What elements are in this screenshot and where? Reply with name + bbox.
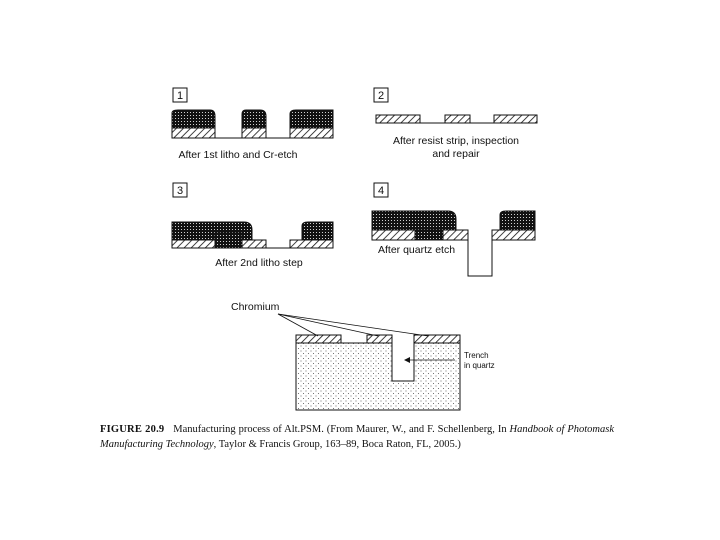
figure-label: FIGURE 20.9 [100,424,165,435]
panel-2-caption-line1: After resist strip, inspection [392,135,520,147]
panel-3-chrome-right [290,240,333,248]
panel-4-number: 4 [377,185,385,197]
panel-2-chrome-mid [445,115,470,123]
panel-1-number: 1 [176,90,184,102]
chrome-left [296,335,341,343]
panel-2-chrome-right [494,115,537,123]
panel-4-chrome-mid [443,230,468,240]
panel-4-chrome-right [492,230,535,240]
figure-caption [100,422,614,452]
panel-4-caption: After quartz etch [378,244,456,256]
panel-3-resist-gap [215,233,242,248]
quartz-substrate [296,343,460,410]
trench-label-line1: Trench [464,351,489,360]
final-cross-section [231,301,495,410]
chromium-label: Chromium [231,301,280,313]
trench-label-line2: in quartz [464,361,495,370]
trench-arrow-head [404,357,410,363]
panel-4-chrome-left [372,230,415,240]
caption-book-title: Handbook of Photomask Manufacturing Technology [100,424,615,450]
panel-4-resist-left [372,211,456,230]
panel-1-chrome-mid [242,128,266,138]
panel-2-chrome-left [376,115,420,123]
panel-3-caption: After 2nd litho step [215,257,303,269]
panel-3-number: 3 [176,185,184,197]
panel-1-resist-right [290,110,333,128]
chromium-leader-3 [278,314,428,336]
panel-4-resist-right [500,211,535,230]
panel-1-chrome-right [290,128,333,138]
chromium-leader-2 [278,314,378,336]
panel-3 [172,183,333,269]
chrome-right [414,335,460,343]
panel-2 [374,88,537,160]
panel-1-resist-mid [242,110,266,128]
panel-4 [372,183,535,276]
panel-2-number: 2 [377,90,385,102]
panel-1-resist-left [172,110,215,128]
chrome-mid [367,335,392,343]
caption-text-b: , Taylor & Francis Group, 163–89, Boca Raton, FL, 2005.) [213,439,461,450]
caption-text-a: Manufacturing process of Alt.PSM. (From Maurer, W., and F. Schellenberg, In [173,424,510,435]
panel-1 [172,88,333,161]
panel-1-caption: After 1st litho and Cr-etch [178,149,298,161]
panel-3-chrome-left [172,240,215,248]
panel-3-chrome-mid [242,240,266,248]
panel-4-resist-gap [415,230,443,240]
panel-3-resist-right [302,222,333,240]
panel-2-caption-line2: and repair [432,148,480,160]
panel-1-chrome-left [172,128,215,138]
